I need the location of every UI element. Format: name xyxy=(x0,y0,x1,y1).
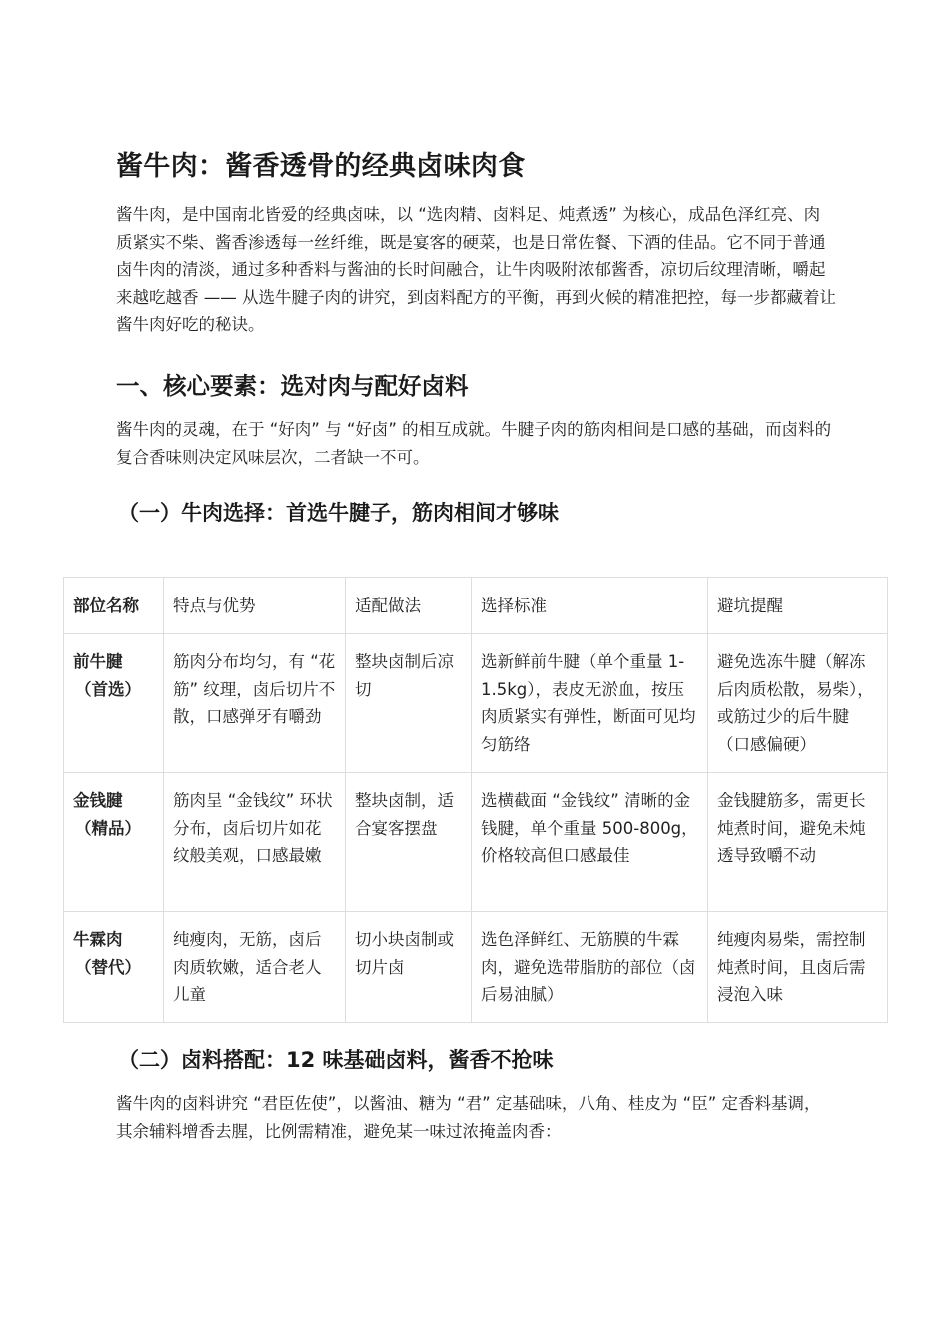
subsection-heading-beef-selection: （一）牛肉选择：首选牛腱子，筋肉相间才够味 xyxy=(118,501,559,525)
standard-cell: 选横截面 “金钱纹” 清晰的金钱腱，单个重量 500-800g，价格较高但口感最佳 xyxy=(472,773,708,912)
cut-tag: （替代） xyxy=(75,957,141,977)
intro-paragraph: 酱牛肉，是中国南北皆爱的经典卤味，以 “选肉精、卤料足、炖煮透” 为核心，成品色泽红亮、肉质紧实不柴、酱香渗透每一丝纤维，既是宴客的硬菜，也是日常佐餐、下酒的佳品。它不同于普通卤牛肉的清淡，通过多种香料与酱油的长时间融合，让牛肉吸附浓郁酱香，凉切后纹理清晰，嚼起来越吃越香 —— 从选牛腱子肉的讲究，到卤料配方的平衡，再到火候的精准把控，每一步都藏着让酱牛肉好吃的秘诀。 xyxy=(116,205,836,335)
cut-tag: （首选） xyxy=(75,679,141,699)
table-row xyxy=(64,773,888,912)
cut-name-cell xyxy=(64,912,164,1023)
method-cell: 整块卤制，适合宴客摆盘 xyxy=(346,773,472,912)
section-paragraph-core-elements: 酱牛肉的灵魂，在于 “好肉” 与 “好卤” 的相互成就。牛腱子肉的筋肉相间是口感的基础，而卤料的复合香味则决定风味层次，二者缺一不可。 xyxy=(116,420,832,467)
section-paragraph-marinade: 酱牛肉的卤料讲究 “君臣佐使”，以酱油、糖为 “君” 定基础味，八角、桂皮为 “臣” 定香料基调，其余辅料增香去腥，比例需精准，避免某一味过浓掩盖肉香： xyxy=(116,1094,821,1141)
table-row xyxy=(64,912,888,1023)
table-header-cell: 避坑提醒 xyxy=(708,578,888,634)
cut-name: 金钱腱 xyxy=(73,791,123,810)
cut-name: 牛霖肉 xyxy=(73,930,123,949)
feature-cell: 筋肉分布均匀，有 “花筋” 纹理，卤后切片不散，口感弹牙有嚼劲 xyxy=(164,634,346,773)
method-cell: 整块卤制后凉切 xyxy=(346,634,472,773)
page-title: 酱牛肉：酱香透骨的经典卤味肉食 xyxy=(116,151,526,182)
table-header-row xyxy=(64,578,888,634)
feature-cell: 筋肉呈 “金钱纹” 环状分布，卤后切片如花纹般美观，口感最嫩 xyxy=(164,773,346,912)
table-header-cell: 部位名称 xyxy=(64,578,164,634)
subsection-heading-marinade: （二）卤料搭配：12 味基础卤料，酱香不抢味 xyxy=(118,1048,554,1072)
method-cell: 切小块卤制或切片卤 xyxy=(346,912,472,1023)
table-row xyxy=(64,634,888,773)
section-heading-core-elements: 一、核心要素：选对肉与配好卤料 xyxy=(116,372,469,400)
warning-cell: 金钱腱筋多，需更长炖煮时间，避免未炖透导致嚼不动 xyxy=(708,773,888,912)
standard-cell: 选色泽鲜红、无筋膜的牛霖肉，避免选带脂肪的部位（卤后易油腻） xyxy=(472,912,708,1023)
feature-cell: 纯瘦肉，无筋，卤后肉质软嫩，适合老人儿童 xyxy=(164,912,346,1023)
table-header-cell: 适配做法 xyxy=(346,578,472,634)
cut-name-cell xyxy=(64,634,164,773)
table-header-cell: 特点与优势 xyxy=(164,578,346,634)
warning-cell: 避免选冻牛腱（解冻后肉质松散，易柴），或筋过少的后牛腱（口感偏硬） xyxy=(708,634,888,773)
cut-name: 前牛腱 xyxy=(73,652,123,671)
cut-name-cell xyxy=(64,773,164,912)
beef-cuts-table xyxy=(63,577,888,1023)
standard-cell: 选新鲜前牛腱（单个重量 1-1.5kg），表皮无淤血，按压肉质紧实有弹性，断面可见均匀筋络 xyxy=(472,634,708,773)
table-header-cell: 选择标准 xyxy=(472,578,708,634)
cut-tag: （精品） xyxy=(75,818,141,838)
warning-cell: 纯瘦肉易柴，需控制炖煮时间，且卤后需浸泡入味 xyxy=(708,912,888,1023)
